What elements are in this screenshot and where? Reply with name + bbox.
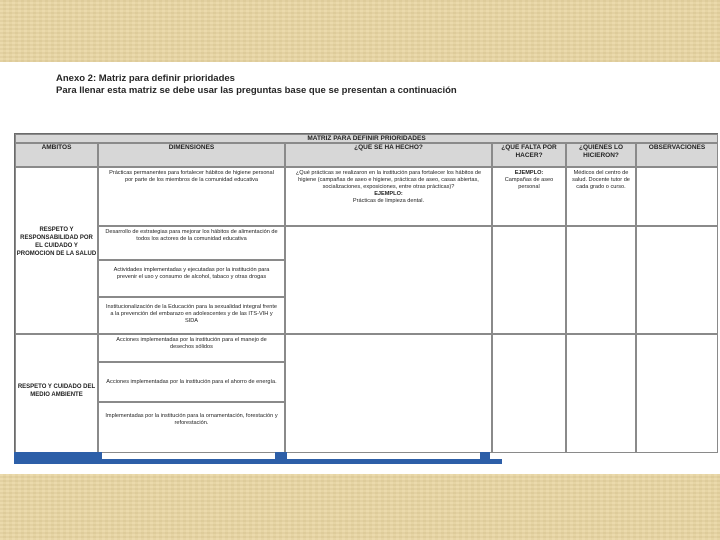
quienes-empty-cell (566, 226, 636, 334)
hecho-example: Prácticas de limpieza dental. (352, 198, 425, 204)
falta-example: Campañas de aseo personal (504, 177, 554, 190)
ambito-salud: RESPETO Y RESPONSABILIDAD POR EL CUIDADO Y PROMOCION DE LA SALUD (15, 167, 98, 334)
heading-title: Anexo 2: Matriz para definir prioridades (56, 73, 235, 84)
document-heading (56, 73, 656, 97)
accent-square (275, 452, 287, 462)
col-header-quienes: ¿QUIÉNES LO HICIERON? (566, 143, 636, 167)
obs-empty-cell (636, 226, 718, 334)
hecho-ambiente-cell (285, 334, 492, 453)
dimension-energia: Acciones implementadas por la institución para el ahorro de energía. (98, 362, 285, 402)
ambito-medio-ambiente: RESPETO Y CUIDADO DEL MEDIO AMBIENTE (15, 334, 98, 453)
falta-empty-cell (492, 226, 566, 334)
priority-matrix-table (14, 133, 718, 453)
quienes-higiene-cell: Médicos del centro de salud. Docente tutor de cada grado o curso. (566, 167, 636, 226)
hecho-question: ¿Qué prácticas se realizaron en la institución para fortalecer los hábitos de higiene (campañas de aseo e higiene, prácticas de aseo, casas abiertas, socializaciones, exposiciones, entre otras prácticas)? (295, 170, 482, 190)
dimension-alimentacion: Desarrollo de estrategias para mejorar los hábitos de alimentación de todos los actores de la comunidad educativa (98, 226, 285, 260)
col-header-observaciones: OBSERVACIONES (636, 143, 718, 167)
accent-bar (14, 459, 502, 464)
hecho-empty-cell (285, 226, 492, 334)
dimension-sexualidad: Institucionalización de la Educación para la sexualidad integral frente a la prevención del embarazo en adolescentes y de las ITS-VIH y SIDA (98, 297, 285, 334)
falta-example-label: EJEMPLO: (514, 170, 544, 176)
col-header-ambitos: ÁMBITOS (15, 143, 98, 167)
table-title: MATRIZ PARA DEFINIR PRIORIDADES (15, 134, 718, 143)
falta-higiene-cell (492, 167, 566, 226)
col-header-falta: ¿QUÉ FALTA POR HACER? (492, 143, 566, 167)
obs-ambiente-cell (636, 334, 718, 453)
dimension-higiene: Prácticas permanentes para fortalecer hábitos de higiene personal por parte de los miembros de la comunidad educativa (98, 167, 285, 226)
col-header-dimensiones: DIMENSIONES (98, 143, 285, 167)
obs-higiene-cell (636, 167, 718, 226)
dimension-drogas: Actividades implementadas y ejecutadas por la institución para prevenir el uso y consumo de alcohol, tabaco y otras drogas (98, 260, 285, 297)
dimension-desechos: Acciones implementadas por la institución para el manejo de desechos sólidos (98, 334, 285, 362)
quienes-ambiente-cell (566, 334, 636, 453)
accent-square (480, 452, 490, 462)
hecho-example-label: EJEMPLO: (374, 191, 403, 197)
falta-ambiente-cell (492, 334, 566, 453)
dimension-ornamentacion: Implementadas por la institución para la ornamentación, forestación y reforestación. (98, 402, 285, 453)
heading-subtitle: Para llenar esta matriz se debe usar las preguntas base que se presentan a continuación (56, 85, 457, 96)
col-header-hecho: ¿QUÉ SE HA HECHO? (285, 143, 492, 167)
hecho-higiene-cell (285, 167, 492, 226)
